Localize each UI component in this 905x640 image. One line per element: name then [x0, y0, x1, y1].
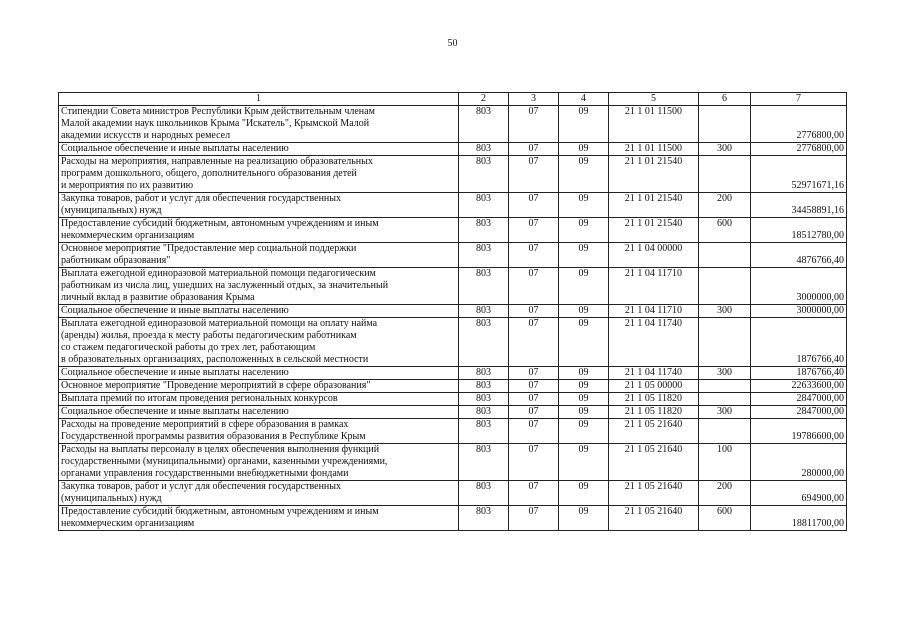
description-line: и мероприятия по их развитию: [61, 180, 194, 191]
amount-cell: 4876766,40: [751, 243, 847, 268]
expense-type-cell: 600: [699, 218, 751, 243]
table-row: [59, 243, 847, 268]
description-line: личный вклад в развитие образования Крыма: [61, 292, 255, 303]
ministry-code-cell: 803: [459, 506, 509, 531]
description-line: Расходы на выплаты персоналу в целях обеспечения выполнения функций: [61, 444, 380, 455]
section-code-cell: 07: [509, 406, 559, 419]
amount-cell: 694900,00: [751, 481, 847, 506]
table-row: [59, 393, 847, 406]
target-article-cell: 21 1 01 21540: [609, 193, 699, 218]
subsection-code-cell: 09: [559, 444, 609, 481]
amount-cell: 22633600,00: [751, 380, 847, 393]
target-article-cell: 21 1 05 21640: [609, 506, 699, 531]
section-code-cell: 07: [509, 243, 559, 268]
table-row: [59, 367, 847, 380]
table-row: [59, 156, 847, 193]
section-code-cell: 07: [509, 481, 559, 506]
description-line: Основное мероприятие "Проведение мероприятий в сфере образования": [61, 380, 371, 391]
section-code-cell: 07: [509, 193, 559, 218]
amount-cell: 1876766,40: [751, 367, 847, 380]
description-cell: [59, 406, 459, 419]
description-line: Выплата премий по итогам проведения региональных конкурсов: [61, 393, 338, 404]
ministry-code-cell: 803: [459, 419, 509, 444]
section-code-cell: 07: [509, 268, 559, 305]
description-cell: [59, 243, 459, 268]
description-line: Стипендии Совета министров Республики Крым действительным членам: [61, 106, 375, 117]
expense-type-cell: [699, 380, 751, 393]
target-article-cell: 21 1 01 11500: [609, 143, 699, 156]
table-body: [59, 106, 847, 531]
amount-cell: 18811700,00: [751, 506, 847, 531]
table-row: [59, 218, 847, 243]
section-code-cell: 07: [509, 444, 559, 481]
description-line: работникам из числа лиц, ушедших на заслуженный отдых, за значительный: [61, 280, 389, 291]
description-line: со стажем педагогической работы до трех лет, работающим: [61, 342, 316, 353]
description-line: Малой академии наук школьников Крыма "Искатель", Крымской Малой: [61, 118, 370, 129]
amount-cell: 2776800,00: [751, 106, 847, 143]
target-article-cell: 21 1 01 21540: [609, 218, 699, 243]
subsection-code-cell: 09: [559, 143, 609, 156]
ministry-code-cell: 803: [459, 156, 509, 193]
description-line: Выплата ежегодной единоразовой материальной помощи педагогическим: [61, 268, 376, 279]
amount-cell: 52971671,16: [751, 156, 847, 193]
table-row: [59, 318, 847, 367]
expense-type-cell: [699, 318, 751, 367]
ministry-code-cell: 803: [459, 243, 509, 268]
expense-type-cell: [699, 268, 751, 305]
section-code-cell: 07: [509, 143, 559, 156]
ministry-code-cell: 803: [459, 367, 509, 380]
section-code-cell: 07: [509, 318, 559, 367]
expense-type-cell: 300: [699, 305, 751, 318]
subsection-code-cell: 09: [559, 218, 609, 243]
section-code-cell: 07: [509, 419, 559, 444]
expense-type-cell: [699, 419, 751, 444]
table-row: [59, 106, 847, 143]
subsection-code-cell: 09: [559, 406, 609, 419]
target-article-cell: 21 1 04 11740: [609, 318, 699, 367]
table-row: [59, 143, 847, 156]
expense-type-cell: 600: [699, 506, 751, 531]
expense-type-cell: 200: [699, 193, 751, 218]
subsection-code-cell: 09: [559, 305, 609, 318]
ministry-code-cell: 803: [459, 143, 509, 156]
description-line: программ дошкольного, общего, дополнительного образования детей: [61, 168, 357, 179]
description-cell: [59, 268, 459, 305]
header-cell: 6: [699, 93, 751, 106]
expense-type-cell: 100: [699, 444, 751, 481]
ministry-code-cell: 803: [459, 193, 509, 218]
subsection-code-cell: 09: [559, 268, 609, 305]
description-cell: [59, 143, 459, 156]
expense-type-cell: 300: [699, 367, 751, 380]
table-row: [59, 444, 847, 481]
description-line: Социальное обеспечение и иные выплаты населению: [61, 143, 289, 154]
expense-type-cell: [699, 393, 751, 406]
ministry-code-cell: 803: [459, 393, 509, 406]
amount-cell: 280000,00: [751, 444, 847, 481]
description-line: Выплата ежегодной единоразовой материальной помощи на оплату найма: [61, 318, 378, 329]
expense-type-cell: 300: [699, 406, 751, 419]
subsection-code-cell: 09: [559, 367, 609, 380]
section-code-cell: 07: [509, 393, 559, 406]
header-cell: 2: [459, 93, 509, 106]
description-line: Социальное обеспечение и иные выплаты населению: [61, 406, 289, 417]
description-line: Расходы на мероприятия, направленные на реализацию образовательных: [61, 156, 373, 167]
target-article-cell: 21 1 01 11500: [609, 106, 699, 143]
target-article-cell: 21 1 05 00000: [609, 380, 699, 393]
amount-cell: 2847000,00: [751, 393, 847, 406]
target-article-cell: 21 1 05 11820: [609, 406, 699, 419]
section-code-cell: 07: [509, 106, 559, 143]
target-article-cell: 21 1 05 21640: [609, 419, 699, 444]
section-code-cell: 07: [509, 506, 559, 531]
subsection-code-cell: 09: [559, 481, 609, 506]
description-line: некоммерческим организациям: [61, 230, 195, 241]
header-cell: 3: [509, 93, 559, 106]
subsection-code-cell: 09: [559, 156, 609, 193]
description-line: Социальное обеспечение и иные выплаты населению: [61, 305, 289, 316]
table-row: [59, 406, 847, 419]
description-cell: [59, 380, 459, 393]
expense-type-cell: [699, 156, 751, 193]
ministry-code-cell: 803: [459, 318, 509, 367]
section-code-cell: 07: [509, 380, 559, 393]
description-line: Закупка товаров, работ и услуг для обеспечения государственных: [61, 193, 342, 204]
description-line: работникам образования": [61, 255, 171, 266]
subsection-code-cell: 09: [559, 106, 609, 143]
target-article-cell: 21 1 01 21540: [609, 156, 699, 193]
description-cell: [59, 193, 459, 218]
table-row: [59, 506, 847, 531]
description-cell: [59, 419, 459, 444]
amount-cell: 3000000,00: [751, 305, 847, 318]
description-line: академии искусств и народных ремесел: [61, 130, 231, 141]
header-cell: 4: [559, 93, 609, 106]
amount-cell: 18512780,00: [751, 218, 847, 243]
amount-cell: 34458891,16: [751, 193, 847, 218]
table-row: [59, 268, 847, 305]
target-article-cell: 21 1 04 11710: [609, 305, 699, 318]
description-line: Основное мероприятие "Предоставление мер социальной поддержки: [61, 243, 357, 254]
description-line: (муниципальных) нужд: [61, 493, 162, 504]
description-line: органами управления государственными внебюджетными фондами: [61, 468, 349, 479]
subsection-code-cell: 09: [559, 380, 609, 393]
description-cell: [59, 444, 459, 481]
table-row: [59, 419, 847, 444]
expense-type-cell: 300: [699, 143, 751, 156]
header-cell: 7: [751, 93, 847, 106]
expense-type-cell: [699, 243, 751, 268]
expense-type-cell: [699, 106, 751, 143]
subsection-code-cell: 09: [559, 419, 609, 444]
amount-cell: 19786600,00: [751, 419, 847, 444]
table-row: [59, 193, 847, 218]
subsection-code-cell: 09: [559, 193, 609, 218]
table-row: [59, 305, 847, 318]
section-code-cell: 07: [509, 367, 559, 380]
amount-cell: 3000000,00: [751, 268, 847, 305]
ministry-code-cell: 803: [459, 444, 509, 481]
description-cell: [59, 305, 459, 318]
section-code-cell: 07: [509, 305, 559, 318]
description-cell: [59, 318, 459, 367]
description-line: (муниципальных) нужд: [61, 205, 162, 216]
description-line: государственными (муниципальными) органами, казенными учреждениями,: [61, 456, 388, 467]
target-article-cell: 21 1 04 00000: [609, 243, 699, 268]
subsection-code-cell: 09: [559, 243, 609, 268]
header-cell: 1: [59, 93, 459, 106]
subsection-code-cell: 09: [559, 318, 609, 367]
header-cell: 5: [609, 93, 699, 106]
description-cell: [59, 218, 459, 243]
ministry-code-cell: 803: [459, 268, 509, 305]
subsection-code-cell: 09: [559, 506, 609, 531]
ministry-code-cell: 803: [459, 218, 509, 243]
description-line: Расходы на проведение мероприятий в сфере образования в рамках: [61, 419, 349, 430]
target-article-cell: 21 1 05 11820: [609, 393, 699, 406]
target-article-cell: 21 1 05 21640: [609, 444, 699, 481]
ministry-code-cell: 803: [459, 106, 509, 143]
ministry-code-cell: 803: [459, 406, 509, 419]
description-cell: [59, 393, 459, 406]
description-line: Предоставление субсидий бюджетным, автономным учреждениям и иным: [61, 218, 379, 229]
ministry-code-cell: 803: [459, 305, 509, 318]
section-code-cell: 07: [509, 218, 559, 243]
description-cell: [59, 506, 459, 531]
amount-cell: 2847000,00: [751, 406, 847, 419]
header-row: [59, 93, 847, 106]
ministry-code-cell: 803: [459, 481, 509, 506]
page-number: 50: [447, 38, 458, 49]
ministry-code-cell: 803: [459, 380, 509, 393]
amount-cell: 2776800,00: [751, 143, 847, 156]
description-line: в образовательных организациях, расположенных в сельской местности: [61, 354, 369, 365]
expense-type-cell: 200: [699, 481, 751, 506]
description-line: Закупка товаров, работ и услуг для обеспечения государственных: [61, 481, 342, 492]
table-row: [59, 380, 847, 393]
description-cell: [59, 481, 459, 506]
amount-cell: 1876766,40: [751, 318, 847, 367]
section-code-cell: 07: [509, 156, 559, 193]
description-line: Предоставление субсидий бюджетным, автономным учреждениям и иным: [61, 506, 379, 517]
budget-table: [58, 92, 847, 531]
description-line: Государственной программы развития образования в Республике Крым: [61, 431, 366, 442]
subsection-code-cell: 09: [559, 393, 609, 406]
target-article-cell: 21 1 04 11710: [609, 268, 699, 305]
table-row: [59, 481, 847, 506]
description-line: Социальное обеспечение и иные выплаты населению: [61, 367, 289, 378]
description-cell: [59, 106, 459, 143]
description-line: (аренды) жилья, проезда к месту работы педагогическим работникам: [61, 330, 357, 341]
target-article-cell: 21 1 04 11740: [609, 367, 699, 380]
description-cell: [59, 367, 459, 380]
description-line: некоммерческим организациям: [61, 518, 195, 529]
description-cell: [59, 156, 459, 193]
target-article-cell: 21 1 05 21640: [609, 481, 699, 506]
